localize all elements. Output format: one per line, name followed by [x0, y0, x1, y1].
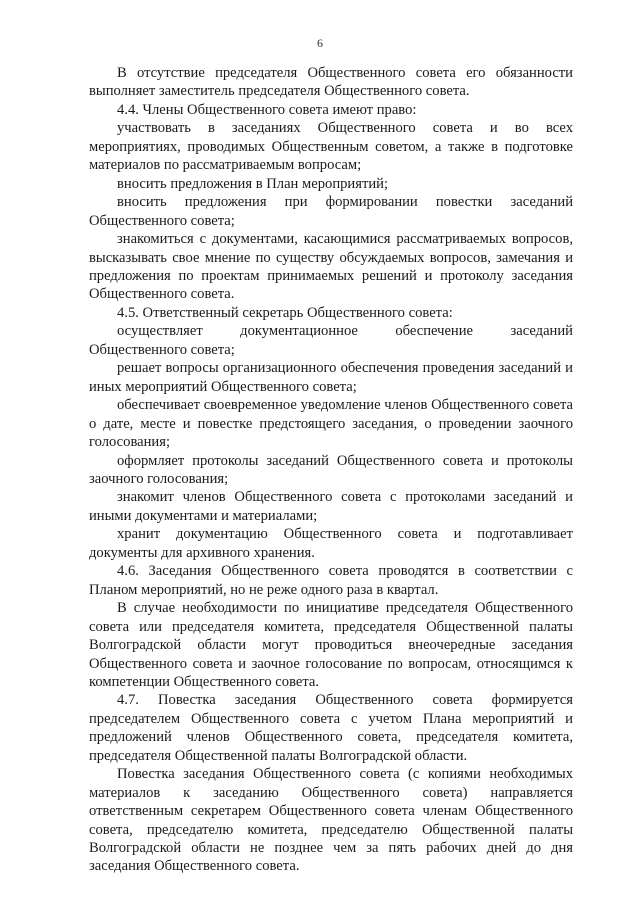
secretary-duty-notification: обеспечивает своевременное уведомление членов Общественного совета о дате, месте и повестке предстоящего заседания, о проведении заочного голосования; — [89, 397, 573, 451]
section-4-4-heading: 4.4. Члены Общественного совета имеют право: — [117, 101, 417, 118]
member-right-documents: знакомиться с документами, касающимися рассматриваемых вопросов, высказывать свое мнение по существу обсуждаемых вопросов, замечания и предложения по проектам принимаемых решений и протоколу заседания Общественного совета. — [89, 231, 573, 303]
secretary-duty-acquaint: знакомит членов Общественного совета с протоколами заседаний и иными документами и материалами; — [89, 489, 573, 524]
member-right-participate: участвовать в заседаниях Общественного совета и во всех мероприятиях, проводимых Общественным советом, а также в подготовке материалов по рассматриваемым вопросам; — [89, 120, 573, 174]
document-body — [89, 64, 573, 876]
secretary-duty-archive: хранит документацию Общественного совета и подготавливает документы для архивного хранения. — [89, 526, 573, 561]
member-right-agenda-proposals: вносить предложения при формировании повестки заседаний Общественного совета; — [89, 194, 573, 229]
agenda-distribution-paragraph: Повестка заседания Общественного совета (с копиями необходимых материалов к заседанию Общественного совета) направляется ответственным секретарем Общественного совета членам Общественного совета, председателю комитета, председателю Общественной палаты Волгоградской области не позднее чем за пять рабочих дней до дня заседания Общественного совета. — [89, 766, 573, 875]
secretary-duty-documentation: осуществляет документационное обеспечение заседаний Общественного совета; — [89, 323, 573, 358]
section-4-6-paragraph: 4.6. Заседания Общественного совета проводятся в соответствии с Планом мероприятий, но не реже одного раза в квартал. — [89, 563, 573, 598]
secretary-duty-protocols: оформляет протоколы заседаний Общественного совета и протоколы заочного голосования; — [89, 452, 573, 487]
page-number: 6 — [317, 36, 323, 50]
section-4-7-paragraph: 4.7. Повестка заседания Общественного совета формируется председателем Общественного совета с учетом Плана мероприятий и предложений членов Общественного совета, председателя комитета, председателя Общественной палаты Волгоградской области. — [89, 692, 573, 764]
section-4-5-heading: 4.5. Ответственный секретарь Общественного совета: — [117, 304, 453, 321]
paragraph-chairman-absence: В отсутствие председателя Общественного совета его обязанности выполняет заместитель председателя Общественного совета. — [89, 65, 573, 100]
member-right-plan-proposals: вносить предложения в План мероприятий; — [117, 175, 388, 192]
extraordinary-meetings-paragraph: В случае необходимости по инициативе председателя Общественного совета или председателя комитета, председателя Общественной палаты Волгоградской области могут проводиться внеочередные заседания Общественного совета и заочное голосование по вопросам, относящимся к компетенции Общественного совета. — [89, 600, 573, 690]
secretary-duty-organization: решает вопросы организационного обеспечения проведения заседаний и иных мероприятий Общественного совета; — [89, 360, 573, 395]
